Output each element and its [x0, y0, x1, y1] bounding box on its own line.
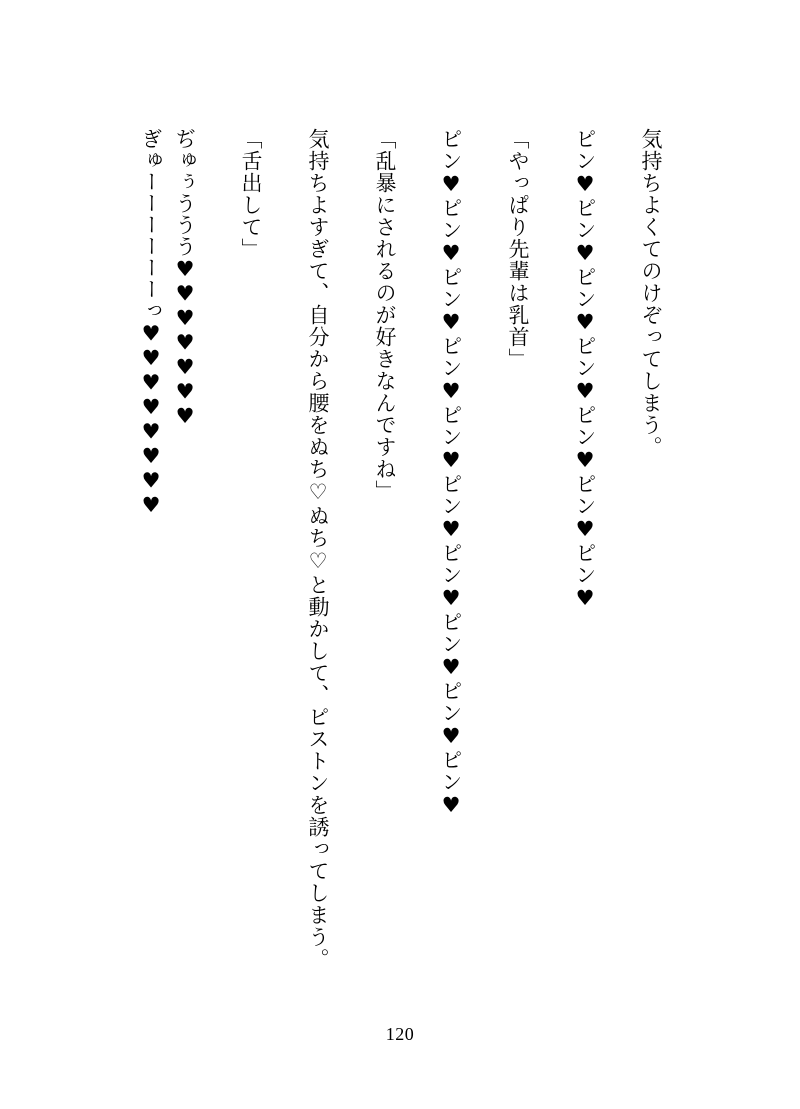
- text-column-8: ぢゅぅううう♥♥♥♥♥♥♥: [173, 128, 197, 429]
- text-column-3: 「やっぱり先輩は乳首」: [506, 128, 530, 370]
- text-column-2: ピン♥ピン♥ピン♥ピン♥ピン♥ピン♥ピン♥: [573, 128, 597, 611]
- text-column-9: ぎゅーーーーーーっ♥♥♥♥♥♥♥♥: [139, 128, 163, 518]
- text-column-7: 「舌出して」: [239, 128, 263, 260]
- text-column-1: 気持ちよくてのけぞってしまう。: [639, 128, 663, 458]
- text-column-6: 気持ちよすぎて、自分から腰をぬち♡ぬち♡と動かして、ピストンを誘ってしまう。: [306, 128, 330, 970]
- page-number: 120: [385, 1024, 415, 1044]
- text-column-4: ピン♥ピン♥ピン♥ピン♥ピン♥ピン♥ピン♥ピン♥ピン♥ピン♥: [439, 128, 463, 818]
- text-column-5: 「乱暴にされるのが好きなんですね」: [373, 128, 397, 502]
